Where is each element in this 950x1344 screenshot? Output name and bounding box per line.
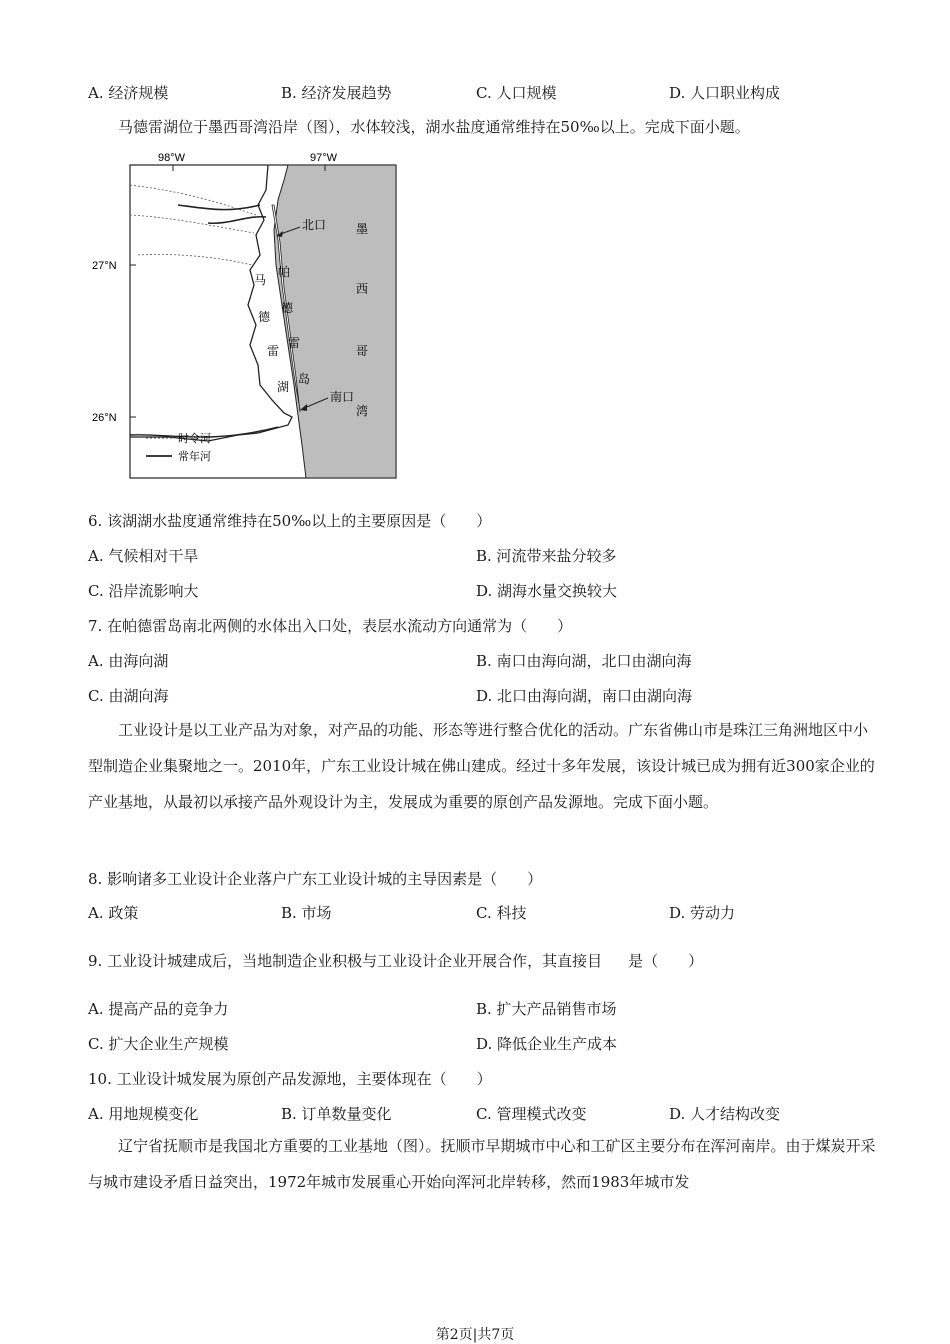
q9-stem [88,950,703,971]
lake-char-4: 湖 [277,380,290,394]
sea-char-4: 湾 [356,404,369,418]
label-26n: 26°N [92,412,117,424]
q6-option-c: C. 沿岸流影响大 [88,582,199,600]
q6-option-a: A. 气候相对干旱 [88,547,199,565]
island-char-2: 德 [281,301,294,315]
q6-option-d: D. 湖海水量交换较大 [476,582,618,600]
q6-option-b: B. 河流带来盐分较多 [476,547,617,565]
q5-options [0,82,950,104]
q6-options-row1 [0,545,950,567]
q7-option-b: B. 南口由海向湖，北口由湖向海 [476,652,692,670]
q8-option-a: A. 政策 [88,904,139,922]
q5-option-d: D. 人口职业构成 [669,84,781,102]
label-98w: 98°W [158,152,186,164]
label-27n: 27°N [92,260,117,272]
q9-stem-part-a: 9. 工业设计城建成后，当地制造企业积极与工业设计企业开展合作，其直接目 [88,952,603,970]
q7-stem: 7. 在帕德雷岛南北两侧的水体出入口处，表层水流动方向通常为（ ） [88,617,573,635]
q8-options [0,902,950,924]
north-mouth-label: 北口 [302,218,327,232]
design-intro: 工业设计是以工业产品为对象，对产品的功能、形态等进行整合优化的活动。广东省佛山市是珠江三角洲地区中小型制造企业集聚地之一。2010年，广东工业设计城在佛山建成。经过十多年发展，该设计城已成为拥有近300家企业的产业基地，从最初以承接产品外观设计为主，发展成为重要的原创产品发源地。完成下面小题。 [88,721,875,811]
q8-option-b: B. 市场 [281,904,332,922]
legend-seasonal-label: 时令河 [178,432,211,445]
label-97w: 97°W [310,152,338,164]
q9-options-row1 [0,998,950,1020]
q7-option-a: A. 由海向湖 [88,652,169,670]
lake-char-3: 雷 [267,344,280,358]
q7-options-row1 [0,650,950,672]
q9-options-row2 [0,1033,950,1055]
q7-options-row2 [0,685,950,707]
lake-char-2: 德 [258,310,271,324]
q7-option-c: C. 由湖向海 [88,687,169,705]
q10-options [0,1103,950,1125]
sea-char-1: 墨 [356,222,369,236]
q8-option-c: C. 科技 [476,904,527,922]
q5-option-b: B. 经济发展趋势 [281,84,392,102]
page-number-footer: 第2页|共7页 [435,1327,515,1343]
lake-char-1: 马 [254,273,267,287]
q5-option-a: A. 经济规模 [88,84,169,102]
q9-option-a: A. 提高产品的竞争力 [88,1000,229,1018]
q9-option-c: C. 扩大企业生产规模 [88,1035,229,1053]
q10-option-d: D. 人才结构改变 [669,1105,781,1123]
q10-option-b: B. 订单数量变化 [281,1105,392,1123]
q5-option-c: C. 人口规模 [476,84,557,102]
q9-stem-part-b: 是（ ） [628,952,704,970]
south-mouth-label: 南口 [330,390,355,404]
madre-lake-map [88,145,408,485]
island-char-1: 帕 [278,265,291,279]
q9-option-d: D. 降低企业生产成本 [476,1035,618,1053]
fushun-intro: 辽宁省抚顺市是我国北方重要的工业基地（图）。抚顺市早期城市中心和工矿区主要分布在浑河南岸。由于煤炭开采与城市建设矛盾日益突出，1972年城市发展重心开始向浑河北岸转移，然而1983年城市发 [88,1137,876,1191]
q10-option-c: C. 管理模式改变 [476,1105,587,1123]
island-char-3: 雷 [288,336,301,350]
sea-char-2: 西 [356,282,369,296]
lake-intro: 马德雷湖位于墨西哥湾沿岸（图），水体较浅，湖水盐度通常维持在50‰以上。完成下面小题。 [118,118,750,136]
q6-stem: 6. 该湖湖水盐度通常维持在50‰以上的主要原因是（ ） [88,512,492,530]
q10-option-a: A. 用地规模变化 [88,1105,199,1123]
q6-options-row2 [0,580,950,602]
q8-stem: 8. 影响诸多工业设计企业落户广东工业设计城的主导因素是（ ） [88,870,543,888]
q9-option-b: B. 扩大产品销售市场 [476,1000,617,1018]
q7-option-d: D. 北口由海向湖，南口由湖向海 [476,687,693,705]
legend-perennial-label: 常年河 [178,450,211,463]
island-char-4: 岛 [298,372,311,386]
q8-option-d: D. 劳动力 [669,904,736,922]
sea-char-3: 哥 [356,344,369,358]
q10-stem: 10. 工业设计城发展为原创产品发源地，主要体现在（ ） [88,1070,492,1088]
